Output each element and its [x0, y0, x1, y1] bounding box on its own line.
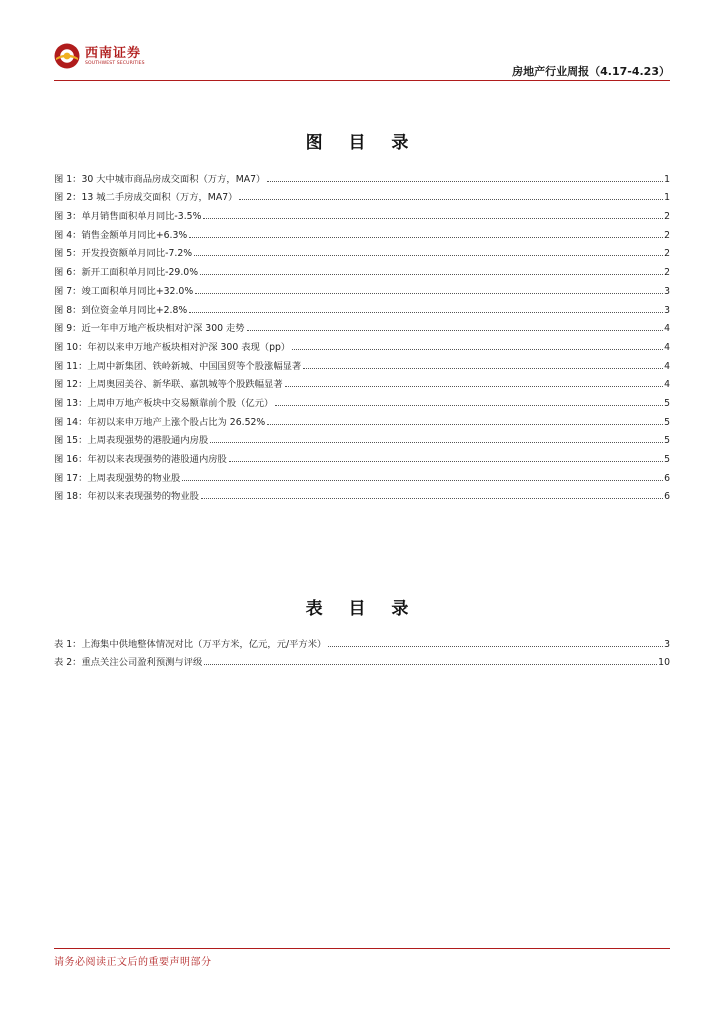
figure-toc-entry-label[interactable]: 图 11：上周中新集团、铁岭新城、中国国贸等个股涨幅显著 [54, 360, 302, 372]
figure-toc-entry-label[interactable]: 图 16：年初以来表现强势的港股通内房股 [54, 454, 227, 465]
figure-toc-entry-label[interactable]: 图 15：上周表现强势的港股通内房股 [54, 435, 209, 447]
figure-toc-entry-label[interactable]: 图 2：13 城二手房成交面积（万方，MA7） [54, 192, 238, 204]
figure-toc-entry[interactable] [54, 297, 670, 316]
page-header [0, 0, 724, 82]
dot-leader [204, 664, 657, 665]
figure-toc-entry[interactable] [54, 390, 670, 409]
logo-icon [54, 43, 80, 69]
figure-toc-entry-page[interactable]: 3 [664, 304, 670, 316]
figure-toc-entry-label[interactable]: 图 4：销售金额单月同比+6.3% [54, 229, 188, 241]
figure-toc-entry-label[interactable]: 图 6：新开工面积单月同比-29.0% [54, 267, 199, 279]
figure-toc-entry-label[interactable]: 图 13：上周申万地产板块中交易额靠前个股（亿元） [54, 397, 274, 409]
figure-toc-entry[interactable] [54, 222, 670, 241]
figure-toc-entry-page[interactable]: 5 [664, 454, 670, 465]
dot-leader [239, 199, 663, 200]
figure-toc-entry-page[interactable]: 3 [664, 285, 670, 297]
figure-toc-entry[interactable] [54, 353, 670, 372]
figure-toc-entry-label[interactable]: 图 3：单月销售面积单月同比-3.5% [54, 211, 202, 223]
figure-toc-entry-label[interactable]: 图 5：开发投资额单月同比-7.2% [54, 248, 193, 260]
figure-toc-entry[interactable] [54, 409, 670, 428]
figure-toc-entry-page[interactable]: 2 [664, 229, 670, 241]
dot-leader [285, 386, 663, 387]
figure-toc-entry-page[interactable]: 5 [664, 397, 670, 409]
dot-leader [247, 330, 664, 331]
tables-toc-list [54, 631, 670, 668]
figure-toc-entry[interactable] [54, 372, 670, 391]
figure-toc-entry-page[interactable]: 5 [664, 416, 670, 428]
figure-toc-entry[interactable] [54, 334, 670, 353]
footer-disclaimer: 请务必阅读正文后的重要声明部分 [54, 957, 212, 968]
figures-toc-title: 图 目 录 [305, 133, 419, 153]
figure-toc-entry[interactable] [54, 185, 670, 204]
figure-toc-entry[interactable] [54, 241, 670, 260]
dot-leader [200, 274, 663, 275]
dot-leader [203, 218, 663, 219]
figure-toc-entry-page[interactable]: 4 [664, 379, 670, 391]
dot-leader [292, 349, 663, 350]
figure-toc-entry-page[interactable]: 1 [664, 173, 670, 185]
dot-leader [189, 312, 663, 313]
figures-toc-list [54, 166, 670, 502]
report-title: 房地产行业周报（4.17-4.23） [512, 65, 670, 78]
figure-toc-entry[interactable] [54, 484, 670, 503]
table-toc-entry[interactable] [54, 650, 670, 669]
dot-leader [328, 646, 663, 647]
table-toc-entry-label[interactable]: 表 2：重点关注公司盈利预测与评级 [54, 657, 203, 669]
figure-toc-entry-page[interactable]: 2 [664, 211, 670, 223]
figure-toc-entry-page[interactable]: 4 [664, 360, 670, 372]
dot-leader [201, 498, 663, 499]
figure-toc-entry-page[interactable]: 2 [664, 267, 670, 279]
table-toc-entry-page[interactable]: 3 [664, 638, 670, 650]
footer-divider [54, 948, 670, 949]
dot-leader [303, 368, 663, 369]
logo-chinese-name: 西南证券 [85, 45, 142, 61]
dot-leader [210, 442, 663, 443]
figure-toc-entry-page[interactable]: 4 [664, 323, 670, 335]
figure-toc-entry-page[interactable]: 6 [664, 491, 670, 503]
dot-leader [182, 480, 663, 481]
figure-toc-entry-label[interactable]: 图 18：年初以来表现强势的物业股 [54, 491, 199, 503]
figure-toc-entry-page[interactable]: 6 [664, 472, 670, 484]
tables-toc-title: 表 目 录 [305, 599, 419, 619]
figure-toc-entry[interactable] [54, 428, 670, 447]
dot-leader [267, 424, 663, 425]
table-toc-entry-label[interactable]: 表 1：上海集中供地整体情况对比（万平方米，亿元，元/平方米） [54, 638, 327, 650]
dot-leader [189, 237, 663, 238]
figure-toc-entry-label[interactable]: 图 8：到位资金单月同比+2.8% [54, 304, 188, 316]
dot-leader [194, 255, 663, 256]
figure-toc-entry-page[interactable]: 5 [664, 435, 670, 447]
figure-toc-entry-label[interactable]: 图 1：30 大中城市商品房成交面积（万方，MA7） [54, 173, 266, 185]
figure-toc-entry[interactable] [54, 316, 670, 335]
dot-leader [195, 293, 663, 294]
figure-toc-entry-label[interactable]: 图 12：上周奥园美谷、新华联、嘉凯城等个股跌幅显著 [54, 379, 283, 391]
figure-toc-entry[interactable] [54, 259, 670, 278]
figure-toc-entry[interactable] [54, 166, 670, 185]
table-toc-entry-page[interactable]: 10 [658, 657, 670, 669]
figure-toc-entry-page[interactable]: 2 [664, 248, 670, 260]
figure-toc-entry[interactable] [54, 465, 670, 484]
figure-toc-entry-label[interactable]: 图 10：年初以来申万地产板块相对沪深 300 表现（pp） [54, 341, 291, 353]
figure-toc-entry-label[interactable]: 图 7：竣工面积单月同比+32.0% [54, 285, 194, 297]
figure-toc-entry-label[interactable]: 图 14：年初以来申万地产上涨个股占比为 26.52% [54, 416, 266, 428]
figure-toc-entry[interactable] [54, 446, 670, 465]
figure-toc-entry[interactable] [54, 203, 670, 222]
dot-leader [267, 181, 663, 182]
figure-toc-entry-page[interactable]: 4 [664, 341, 670, 353]
figure-toc-entry-label[interactable]: 图 17：上周表现强势的物业股 [54, 472, 181, 484]
dot-leader [229, 461, 663, 462]
logo-english-name: SOUTHWEST SECURITIES [85, 60, 145, 66]
table-toc-entry[interactable] [54, 631, 670, 650]
figure-toc-entry[interactable] [54, 278, 670, 297]
dot-leader [275, 405, 663, 406]
header-divider [54, 80, 670, 81]
figure-toc-entry-page[interactable]: 1 [664, 192, 670, 204]
figure-toc-entry-label[interactable]: 图 9：近一年申万地产板块相对沪深 300 走势 [54, 323, 245, 335]
company-logo [54, 43, 145, 69]
